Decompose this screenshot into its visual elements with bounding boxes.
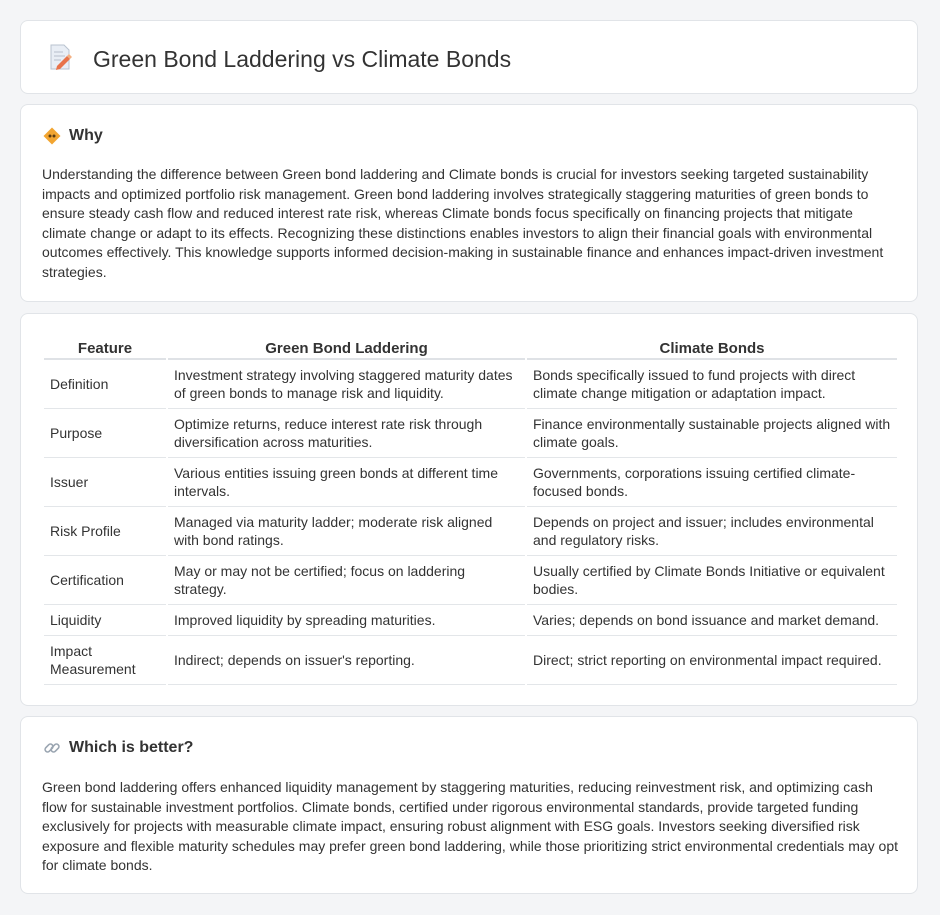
feature-cell: Liquidity — [44, 605, 166, 636]
why-text: Understanding the difference between Green bond laddering and Climate bonds is crucial for investors seeking targeted sustainability impacts and optimized portfolio risk management. Green bond laddering involves strategically staggering maturities of green bonds to ensure steady cash flow and reduced interest rate risk, whereas Climate bonds focus specifically on financing projects that mitigate climate change or adapt to its effects. Recognizing these distinctions enables investors to align their financial goals with environmental outcomes effectively. This knowledge supports informed decision-making in sustainable finance and enhances impact-driven investment strategies. — [42, 166, 884, 280]
comparison-card — [20, 313, 918, 706]
header-climate-bonds: Climate Bonds — [527, 336, 897, 360]
feature-cell: Risk Profile — [44, 507, 166, 556]
climate-cell: Direct; strict reporting on environmental impact required. — [527, 636, 897, 685]
laddering-cell: Investment strategy involving staggered maturity dates of green bonds to manage risk and liquidity. — [168, 360, 525, 409]
table-row — [44, 360, 897, 409]
climate-cell: Usually certified by Climate Bonds Initiative or equivalent bodies. — [527, 556, 897, 605]
table-row — [44, 556, 897, 605]
laddering-cell: Various entities issuing green bonds at different time intervals. — [168, 458, 525, 507]
laddering-cell: Optimize returns, reduce interest rate risk through diversification across maturities. — [168, 409, 525, 458]
table-row — [44, 507, 897, 556]
table-row — [44, 605, 897, 636]
feature-cell: Purpose — [44, 409, 166, 458]
feature-cell: Certification — [44, 556, 166, 605]
table-row — [44, 409, 897, 458]
climate-cell: Depends on project and issuer; includes environmental and regulatory risks. — [527, 507, 897, 556]
feature-cell: Impact Measurement — [44, 636, 166, 685]
better-heading: Which is better? — [69, 739, 194, 756]
header-feature: Feature — [44, 336, 166, 360]
laddering-cell: Improved liquidity by spreading maturities. — [168, 605, 525, 636]
link-icon — [43, 739, 61, 757]
laddering-cell: Managed via maturity ladder; moderate risk aligned with bond ratings. — [168, 507, 525, 556]
table-header-row — [44, 336, 897, 360]
climate-cell: Varies; depends on bond issuance and market demand. — [527, 605, 897, 636]
why-heading: Why — [69, 127, 103, 144]
page-title: Green Bond Laddering vs Climate Bonds — [93, 46, 512, 72]
feature-cell: Issuer — [44, 458, 166, 507]
laddering-cell: Indirect; depends on issuer's reporting. — [168, 636, 525, 685]
better-text: Green bond laddering offers enhanced liquidity management by staggering maturities, reducing reinvestment risk, and optimizing cash flow for sustainable investment portfolios. Climate bonds, certified under rigorous environmental standards, provide targeted funding exclusively for projects with measurable climate impact, ensuring robust alignment with ESG goals. Investors seeking diversified risk exposure and flexible maturity schedules may prefer green bond laddering, while those prioritizing strict environmental credentials may opt for climate bonds. — [42, 779, 898, 873]
diamond-sign-icon — [43, 127, 61, 145]
which-is-better-section — [20, 716, 918, 894]
climate-cell: Governments, corporations issuing certified climate-focused bonds. — [527, 458, 897, 507]
laddering-cell: May or may not be certified; focus on laddering strategy. — [168, 556, 525, 605]
climate-cell: Finance environmentally sustainable projects aligned with climate goals. — [527, 409, 897, 458]
climate-cell: Bonds specifically issued to fund projects with direct climate change mitigation or adaptation impact. — [527, 360, 897, 409]
why-section — [20, 104, 918, 302]
comparison-table — [42, 336, 899, 685]
table-row — [44, 636, 897, 685]
title-card — [20, 20, 918, 94]
table-row — [44, 458, 897, 507]
feature-cell: Definition — [44, 360, 166, 409]
document-pencil-icon — [47, 43, 93, 76]
header-green-bond-laddering: Green Bond Laddering — [168, 336, 525, 360]
